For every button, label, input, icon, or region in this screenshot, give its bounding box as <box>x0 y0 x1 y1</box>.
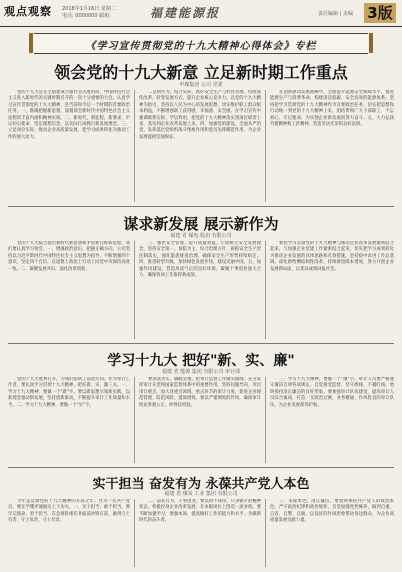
banner-title: 《学习宣传贯彻党的十九大精神心得体会》专栏 <box>85 41 317 52</box>
column-divider <box>265 241 266 339</box>
section-divider <box>8 343 394 344</box>
column-divider <box>265 377 266 463</box>
masthead-rule <box>0 26 402 27</box>
article-headline: 实干担当 奋发有为 永葆共产党人本色 <box>92 477 310 492</box>
article-byline: 福建 省 煤炭 工业 集团 有限公司 <box>164 491 238 497</box>
section-divider <box>8 206 394 207</box>
column-banner <box>34 33 368 54</box>
column-divider <box>265 499 266 567</box>
article-column: 党的十九大是在全面建成小康社会决胜阶段、中国特色社会主义进入新时代的关键时期召开的一次十分重要的大会。认真学习宣传贯彻党的十九大精神，是当前和今后一个时期的首要政治任务。一、准确把握新思想，深刻领会新时代中国特色社会主义思想的丰富内涵和精神实质。二、新时代，新征程，新要求，牢记初心使命，坚定理想信念，以实际行动践行新发展理念。三、立足岗位实际，推动企业高质量发展，把学习成果转化为推动工作的强大动力。 <box>8 90 130 140</box>
article-byline: 福建 省 煤电 股份 有限公司 <box>170 233 232 239</box>
paper-name: 福建能源报 <box>150 6 221 20</box>
article-column: 党的十九大胜利召开，为我们指明了前进方向。作为审计工作者，要认真学习贯彻十九大精神，把好新、实、廉三关。一、学习十九大精神，要做一个"新"字。要以新思想引领新实践，以新理念推动新发展，坚持创新驱动，不断提升审计工作质量和水平。二、学习十九大精神，要做一个"实"字。 <box>8 377 130 408</box>
article-column: 三、学习十九大精神，要做一个"廉"字。审计人员要严格遵守廉洁自律各项规定，自觉接受监督，坚守底线、不越红线，始终保持清正廉洁的良好形象。要加强审计队伍建设，提高审计人员综合素质，打造一支政治过硬、业务精通、作风优良的审计队伍，为企业发展保驾护航。 <box>270 377 394 408</box>
page-number-badge: 3版 <box>364 3 396 23</box>
editor-line: 责任编辑 | 美编 <box>318 11 353 17</box>
column-divider <box>265 90 266 202</box>
article-column: 党的十九大报告提出新时代新思想新矛盾新目标新征程，我们要认真学习领会。一、增强政治意识，把握正确方向。公司坚持以习近平新时代中国特色社会主义思想为指导，不断增强四个意识，坚定四个自信，在思想上政治上行动上同党中央保持高度一致。二、凝聚发展共识，深化改革创新。 <box>8 241 130 272</box>
article-column: 今年是贯彻党的十九大精神的开局之年。作为一名共产党员，要在学懂弄通做实上下功夫。一、实干担当，敢于担当。要牢记使命，勇于担当，在急难险重任务面前冲锋在前，做到守土有责、守土负责、守土尽责。 <box>8 499 130 524</box>
column-divider <box>134 377 135 463</box>
article-byline: 中煤集团 公司 党委 <box>179 82 223 88</box>
column-divider <box>134 499 135 567</box>
article-column: 三、强化安全管理，提升质量效益。牢固树立安全发展理念，坚持安全第一、预防为主、综合治理方针，狠抓安全生产责任制落实，强化隐患排查治理，确保安全生产形势持续稳定。四、推进转型升级，加快绿色发展步伐，建设美丽中国。五、加强作风建设，营造风清气正的良好环境，凝聚干事创业强大合力，确保各项工作取得新成效。 <box>139 241 261 279</box>
article-column: 三、永葆本色，清正廉洁。要始终保持共产党人的政治本色，严守政治纪律和政治规矩，自觉加强党性修养，做到自重、自省、自警、自励，以良好的作风形象带动身边群众，为企业高质量发展贡献力量。 <box>270 499 394 524</box>
article-headline: 领会党的十九大新意 立足新时期工作重点 <box>54 63 348 82</box>
column-divider <box>134 90 135 202</box>
article-column: 二是新作为。结合实际，抓好安全生产与经营管理，持续深化改革，转变发展方式，提升企业核心竞争力。以党的十九大精神为指引，坚持以人民为中心的发展思想，切实维护职工群众根本利益，不断增强职工获得感、幸福感、安全感。在学习宣传中强调联系实际、学以致用，把党的十九大精神落实到岗位职责上来，落实到企业改革发展上来。四、加强党的建设，全面从严治党，发挥基层党组织战斗堡垒作用和党员先锋模范作用，为企业发展提供坚强保证。 <box>139 90 261 140</box>
banner-ornament <box>369 33 373 53</box>
article-column: 要把学习贯彻党的十九大精神与推动企业改革发展紧密结合起来，与加强企业党建工作紧密结合起来，切实把学习成果转化为推动企业发展的具体思路和有效措施。坚持稳中求进工作总基调，深化供给侧结构性改革，持续推进降本增效，努力开创企业发展新局面，以优异成绩回报社会。 <box>270 241 394 272</box>
section-divider <box>8 467 394 468</box>
article-column: 二、奋发有为，干事创业。要以时不我待、只争朝夕的精神状态，积极投身企业改革发展，在本职岗位上创造一流业绩。要不断加强学习，增强本领，提高做好工作的能力和水平，争做新时代的奋斗者。 <box>139 499 261 524</box>
issue-date: 2018年1月16日 星期二 <box>62 6 116 12</box>
article-headline: 学习十九大 把好"新、实、廉" <box>107 353 295 369</box>
article-headline: 谋求新发展 展示新作为 <box>123 215 279 233</box>
banner-ornament <box>29 33 33 53</box>
column-divider <box>134 241 135 339</box>
section-title: 观点观察 <box>4 5 52 18</box>
masthead <box>0 0 402 28</box>
article-column: 在创新驱动发展战略中，全面提升能源安全保障水平，推进能源生产与消费革命，构建清洁低碳、安全高效的能源体系。坚持把学习贯彻党的十九大精神作为首要政治任务，切实把思想和行动统一到党的十九大精神上来，团结带领广大干部职工，不忘初心、牢记使命，为实现企业新发展而努力奋斗。五、大力弘扬劳模精神和工匠精神，营造劳动光荣的良好氛围。 <box>270 90 394 128</box>
article-byline: 福建 省 能源 集团 有限公司 审计部 <box>162 369 240 375</box>
contact-line: 电话: 0000000 邮箱: <box>62 13 111 19</box>
article-column: 要求真务实，脚踏实地，把审计监督工作做实做细，充分发挥审计在党和国家监督体系中的重要作用。坚持问题导向，突出审计重点，加大对重点领域、重点环节的审计力度，促进企业规范管理、防范风险、提质增效。要以严谨细致的作风，确保审计结论客观公正、经得起检验。 <box>139 377 261 408</box>
